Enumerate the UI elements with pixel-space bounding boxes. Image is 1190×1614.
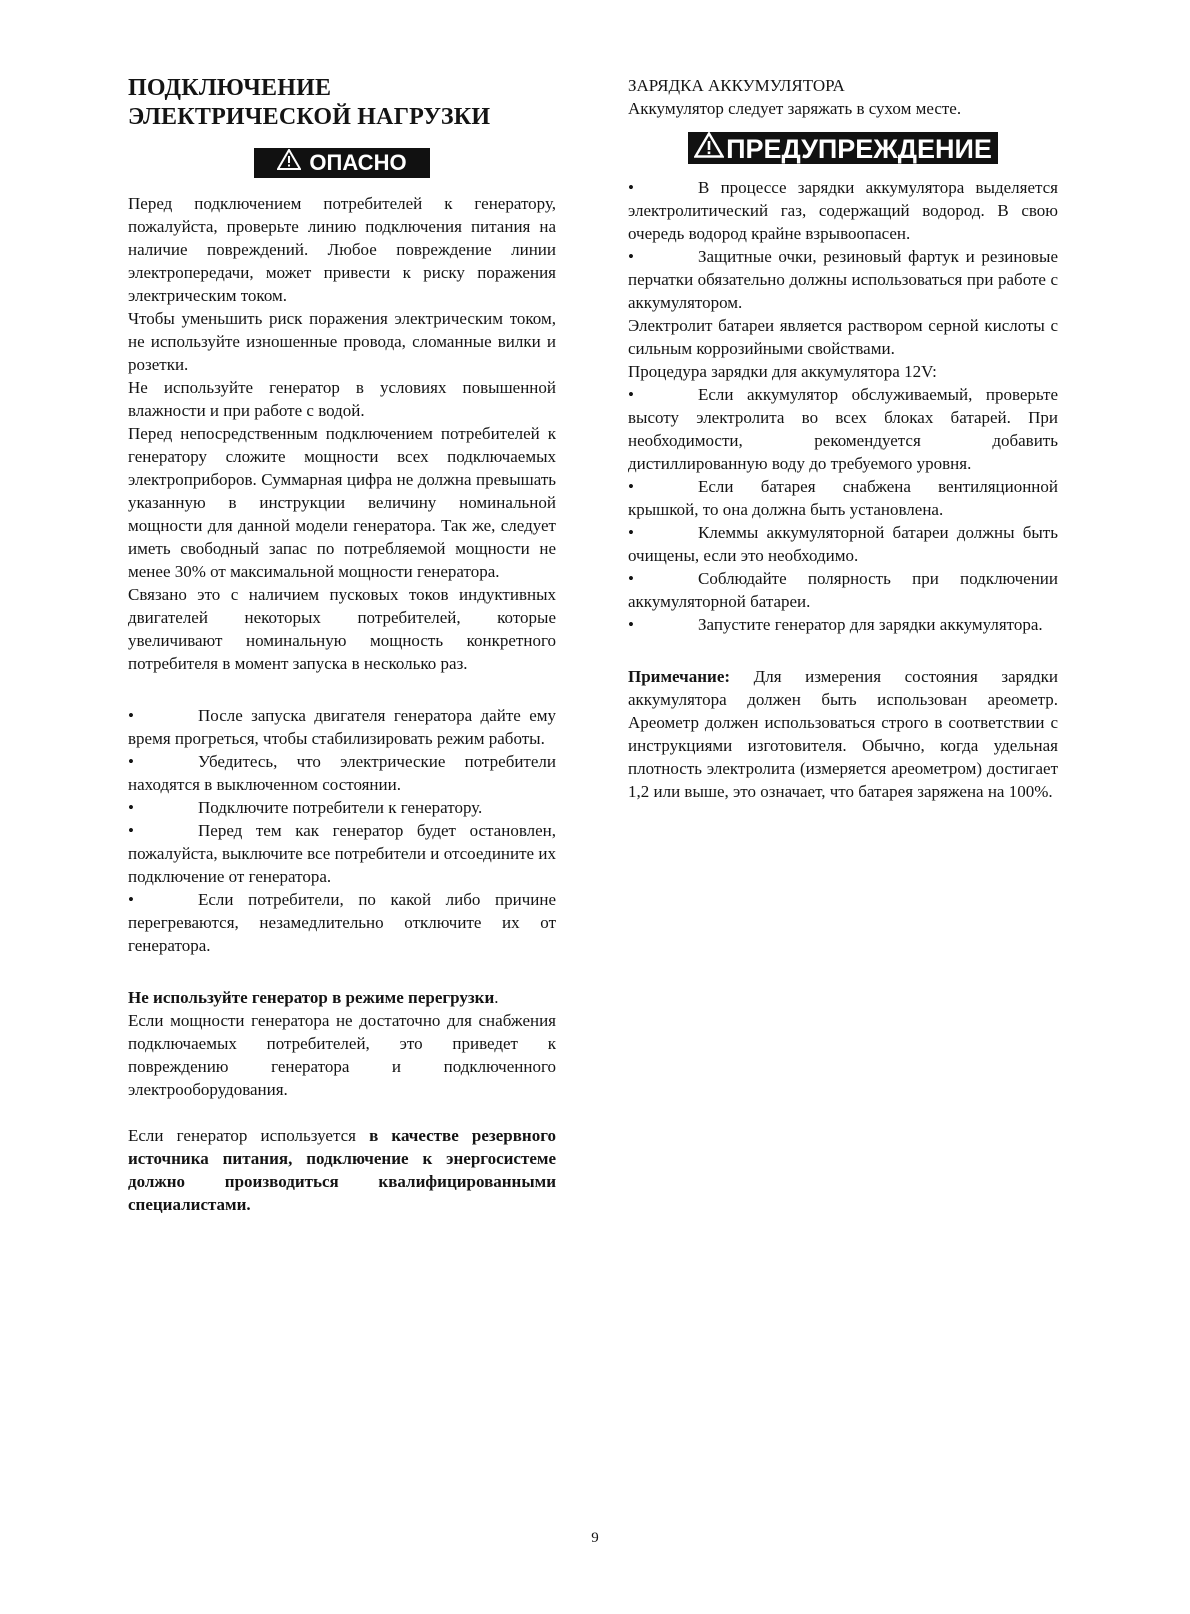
danger-banner xyxy=(254,148,430,178)
bullet-icon: • xyxy=(628,247,634,266)
bullet-icon: • xyxy=(128,890,134,909)
bullet-icon: • xyxy=(628,385,634,404)
section-subtitle: Аккумулятор следует заряжать в сухом месте. xyxy=(628,99,962,118)
bullet-icon: • xyxy=(128,706,134,725)
bullet-icon: • xyxy=(628,477,634,496)
list-item: • Убедитесь, что электрические потребители находятся в выключенном состоянии. xyxy=(128,752,556,794)
bullet-icon: • xyxy=(128,821,134,840)
list-item: • Клеммы аккумуляторной батареи должны быть очищены, если это необходимо. xyxy=(628,523,1058,565)
bullet-icon: • xyxy=(628,178,634,197)
warning-banner xyxy=(688,132,998,164)
section-title: ЗАРЯДКА АККУМУЛЯТОРА xyxy=(628,76,845,95)
paragraph: Связано это с наличием пусковых токов индуктивных двигателей некоторых потребителей, которые увеличивают номинальную мощность конкретного потребителя в момент запуска в несколько раз. xyxy=(128,585,556,673)
list-item: • Соблюдайте полярность при подключении аккумуляторной батареи. xyxy=(628,569,1058,611)
bullet-icon: • xyxy=(628,523,634,542)
list-item: • Перед тем как генератор будет остановлен, пожалуйста, выключите все потребители и отсоедините их подключение от генератора. xyxy=(128,821,556,886)
left-column xyxy=(128,74,556,1216)
danger-banner-label: ОПАСНО xyxy=(309,150,407,175)
paragraph: Не используйте генератор в условиях повышенной влажности и при работе с водой. xyxy=(128,378,556,420)
warning-banner-row xyxy=(628,132,1058,164)
right-column xyxy=(628,74,1058,803)
warning-triangle-icon xyxy=(277,148,301,178)
bullet-icon: • xyxy=(128,798,134,817)
list-item: • После запуска двигателя генератора дайте ему время прогреться, чтобы стабилизировать режим работы. xyxy=(128,706,556,748)
list-item: • В процессе зарядки аккумулятора выделяется электролитический газ, содержащий водород. В свою очередь водород крайне взрывоопасен. xyxy=(628,178,1058,243)
backup-power-note: Если генератор используется в качестве резервного источника питания, подключение к энергосистеме должно производиться квалифицированными специалистами. xyxy=(128,1126,556,1214)
paragraph: Электролит батареи является раствором серной кислоты с сильным коррозийными свойствами. xyxy=(628,316,1058,358)
bullet-icon: • xyxy=(128,752,134,771)
paragraph: Перед непосредственным подключением потребителей к генератору сложите мощности всех подключаемых электроприборов. Суммарная цифра не должна превышать указанную в инструкции величину номинальной мощности для данной модели генератора. Так же, следует иметь свободный запас по потребляемой мощности не менее 30% от максимальной мощности генератора. xyxy=(128,424,556,581)
overload-warning: Не используйте генератор в режиме перегрузки. xyxy=(128,988,499,1007)
paragraph: Чтобы уменьшить риск поражения электрическим током, не используйте изношенные провода, сломанные вилки и розетки. xyxy=(128,309,556,374)
bullet-icon: • xyxy=(628,569,634,588)
paragraph: Если мощности генератора не достаточно для снабжения подключаемых потребителей, это приведет к повреждению генератора и подключенного электрооборудования. xyxy=(128,1011,556,1099)
list-item: • Запустите генератор для зарядки аккумулятора. xyxy=(628,615,1043,634)
list-item: • Если батарея снабжена вентиляционной крышкой, то она должна быть установлена. xyxy=(628,477,1058,519)
page-number: 9 xyxy=(591,1530,599,1546)
warning-triangle-icon xyxy=(694,132,724,164)
list-item: • Если потребители, по какой либо причине перегреваются, незамедлительно отключите их от генератора. xyxy=(128,890,556,955)
list-item: • Подключите потребители к генератору. xyxy=(128,798,483,817)
paragraph: Перед подключением потребителей к генератору, пожалуйста, проверьте линию подключения питания на наличие повреждений. Любое повреждение линии электропередачи, может привести к риску поражения электрическим током. xyxy=(128,194,556,305)
warning-banner-label: ПРЕДУПРЕЖДЕНИЕ xyxy=(726,134,992,164)
section-heading: ПОДКЛЮЧЕНИЕ ЭЛЕКТРИЧЕСКОЙ НАГРУЗКИ xyxy=(128,75,491,130)
list-item: • Если аккумулятор обслуживаемый, проверьте высоту электролита во всех блоках батарей. При необходимости, рекомендуется добавить дистиллированную воду до требуемого уровня. xyxy=(628,385,1058,473)
note: Примечание: Для измерения состояния зарядки аккумулятора должен быть использован ареометр. Ареометр должен использоваться строго в соответствии с инструкциями изготовителя. Обычно, когда удельная плотность электролита (измеряется ареометром) достигает 1,2 или выше, это означает, что батарея заряжена на 100%. xyxy=(628,667,1058,801)
bullet-icon: • xyxy=(628,615,634,634)
list-item: • Защитные очки, резиновый фартук и резиновые перчатки обязательно должны использоваться при работе с аккумулятором. xyxy=(628,247,1058,312)
danger-banner-row xyxy=(128,148,556,178)
paragraph: Процедура зарядки для аккумулятора 12V: xyxy=(628,362,937,381)
